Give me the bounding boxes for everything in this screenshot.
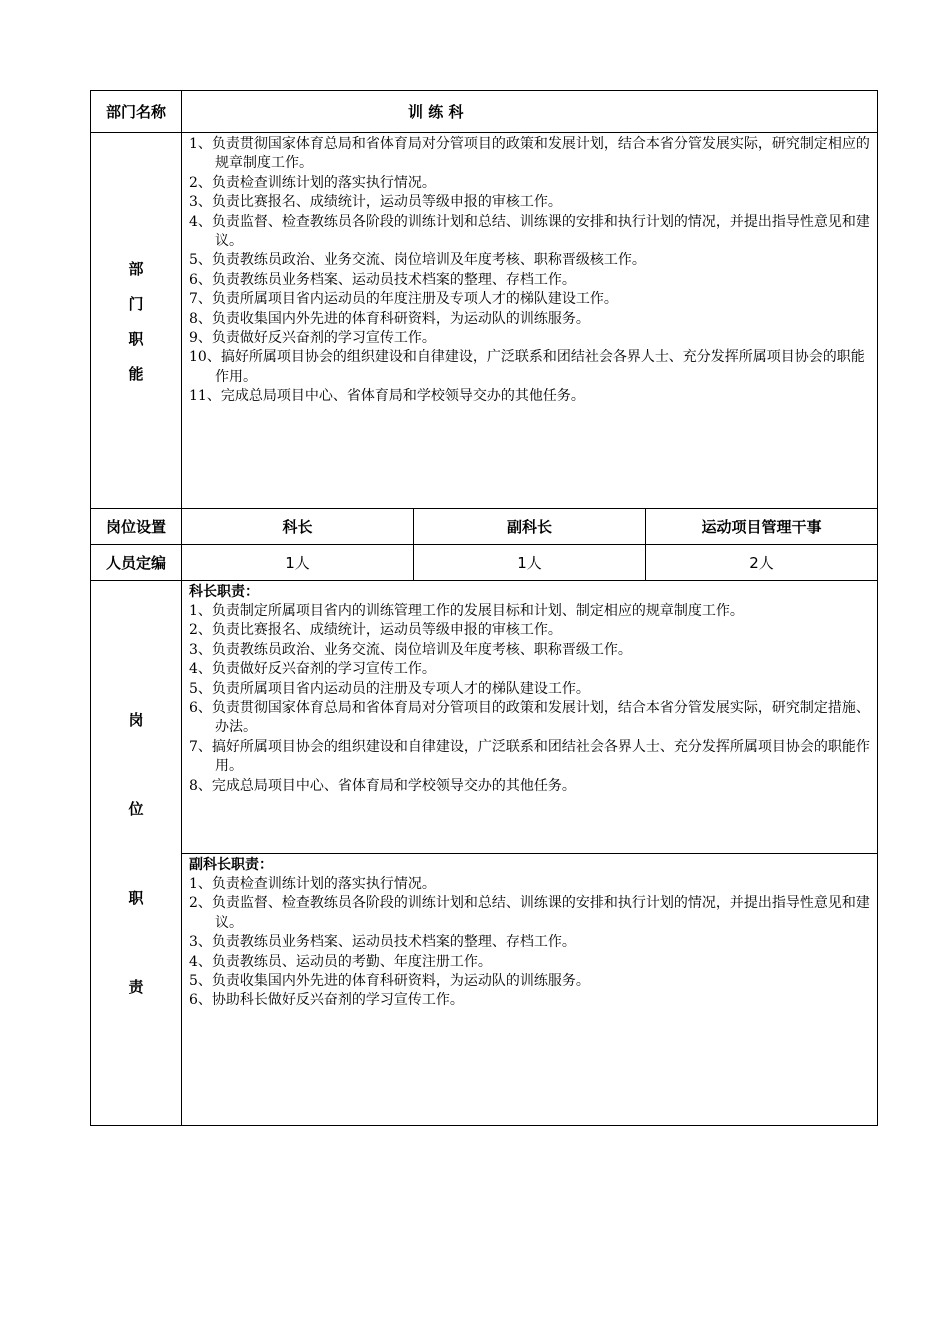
functions-list [189, 135, 871, 407]
list-item: 9、负责做好反兴奋剂的学习宣传工作。 [189, 330, 436, 347]
label-char: 岗 [128, 711, 144, 729]
list-item: 3、负责教练员政治、业务交流、岗位培训及年度考核、职称晋级工作。 [189, 641, 632, 658]
chief-duties-heading: 科长职责： [189, 584, 259, 600]
label-char: 位 [128, 800, 144, 818]
list-item: 3、负责教练员业务档案、运动员技术档案的整理、存档工作。 [189, 934, 576, 951]
list-item: 8、完成总局项目中心、省体育局和学校领导交办的其他任务。 [189, 777, 576, 794]
list-item: 1、负责检查训练计划的落实执行情况。 [189, 876, 436, 892]
list-item: 7、搞好所属项目协会的组织建设和自律建设，广泛联系和团结社会各界人士、充分发挥所属项目协会的职能作用。 [189, 738, 870, 775]
staffing-chief: 1人 [181, 544, 413, 580]
staffing-officer: 2人 [645, 544, 877, 580]
staffing-label: 人员定编 [91, 544, 181, 580]
list-item: 6、负责贯彻国家体育总局和省体育局对分管项目的政策和发展计划，结合本省分管发展实际，研究制定措施、办法。 [189, 700, 870, 736]
list-item: 10、搞好所属项目协会的组织建设和自律建设，广泛联系和团结社会各界人士、充分发挥所属项目协会的职能作用。 [189, 349, 865, 385]
dept-name-value: 训 练 科 [181, 91, 877, 132]
list-item: 2、负责监督、检查教练员各阶段的训练计划和总结、训练课的安排和执行计划的情况，并提出指导性意见和建议。 [189, 895, 870, 931]
positions-label: 岗位设置 [91, 508, 181, 544]
label-char: 部 [128, 259, 144, 278]
list-item: 4、负责教练员、运动员的考勤、年度注册工作。 [189, 953, 492, 970]
chief-duties [181, 580, 877, 853]
position-deputy: 副科长 [413, 508, 645, 544]
deputy-duties-heading: 副科长职责： [189, 857, 273, 873]
list-item: 2、负责检查训练计划的落实执行情况。 [189, 174, 436, 191]
list-item: 4、负责做好反兴奋剂的学习宣传工作。 [189, 661, 436, 678]
list-item: 2、负责比赛报名、成绩统计，运动员等级申报的审核工作。 [189, 622, 562, 639]
label-char: 职 [128, 889, 144, 907]
list-item: 7、负责所属项目省内运动员的年度注册及专项人才的梯队建设工作。 [189, 291, 618, 308]
list-item: 11、完成总局项目中心、省体育局和学校领导交办的其他任务。 [189, 388, 585, 405]
position-chief: 科长 [181, 508, 413, 544]
duties-label [91, 580, 181, 1125]
list-item: 8、负责收集国内外先进的体育科研资料，为运动队的训练服务。 [189, 310, 590, 327]
list-item: 5、负责收集国内外先进的体育科研资料，为运动队的训练服务。 [189, 973, 590, 990]
position-officer: 运动项目管理干事 [645, 508, 877, 544]
label-char: 能 [128, 364, 144, 383]
list-item: 1、负责贯彻国家体育总局和省体育局对分管项目的政策和发展计划，结合本省分管发展实际，研究制定相应的规章制度工作。 [189, 136, 870, 172]
list-item: 4、负责监督、检查教练员各阶段的训练计划和总结、训练课的安排和执行计划的情况，并提出指导性意见和建议。 [189, 213, 870, 250]
dept-functions-label [91, 132, 181, 508]
deputy-duties-list [189, 875, 871, 1011]
deputy-duties [181, 853, 877, 1125]
dept-name-label: 部门名称 [105, 103, 166, 121]
label-char: 门 [128, 294, 144, 313]
list-item: 6、协助科长做好反兴奋剂的学习宣传工作。 [189, 992, 464, 1009]
label-char: 责 [128, 978, 144, 996]
list-item: 3、负责比赛报名、成绩统计，运动员等级申报的审核工作。 [189, 194, 562, 211]
label-char: 职 [128, 329, 144, 348]
list-item: 6、负责教练员业务档案、运动员技术档案的整理、存档工作。 [189, 271, 576, 288]
list-item: 5、负责教练员政治、业务交流、岗位培训及年度考核、职称晋级核工作。 [189, 252, 646, 269]
list-item: 5、负责所属项目省内运动员的注册及专项人才的梯队建设工作。 [189, 680, 590, 697]
department-table [90, 90, 878, 1126]
list-item: 1、负责制定所属项目省内的训练管理工作的发展目标和计划、制定相应的规章制度工作。 [189, 603, 744, 619]
dept-functions-content [181, 132, 877, 508]
chief-duties-list [189, 602, 871, 796]
staffing-deputy: 1人 [413, 544, 645, 580]
